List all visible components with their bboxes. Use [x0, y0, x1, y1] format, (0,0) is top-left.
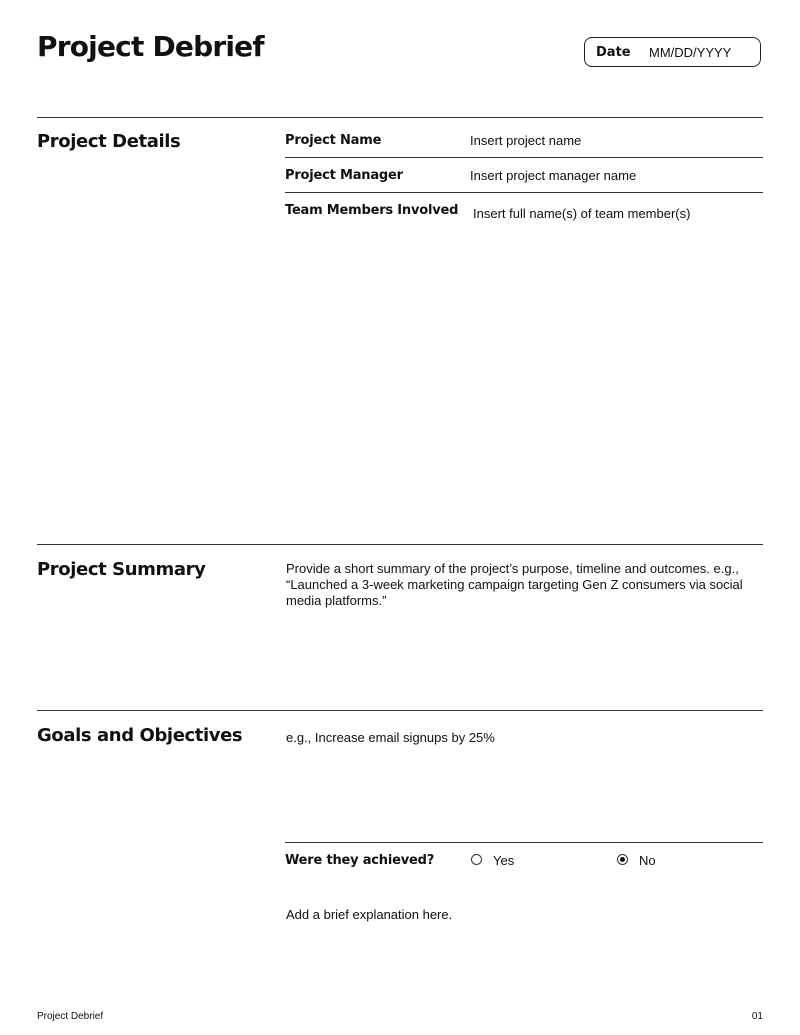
radio-option-yes[interactable] — [471, 853, 531, 869]
radio-checked-icon[interactable] — [617, 854, 628, 865]
radio-unchecked-icon[interactable] — [471, 854, 482, 865]
page-number: 01 — [751, 1011, 763, 1022]
date-field[interactable] — [584, 37, 761, 67]
radio-label-yes: Yes — [493, 853, 515, 868]
project-manager-field[interactable]: Insert project manager name — [470, 168, 637, 183]
goals-field[interactable]: e.g., Increase email signups by 25% — [286, 730, 495, 745]
section-heading-goals: Goals and Objectives — [37, 725, 243, 746]
divider — [37, 544, 763, 545]
radio-option-no[interactable] — [617, 853, 677, 869]
date-input[interactable]: MM/DD/YYYY — [649, 45, 732, 60]
explanation-field[interactable]: Add a brief explanation here. — [286, 907, 453, 922]
date-label: Date — [596, 45, 631, 60]
page-title: Project Debrief — [37, 30, 264, 63]
footer-title: Project Debrief — [37, 1011, 104, 1022]
section-heading-project-summary: Project Summary — [37, 559, 206, 580]
project-name-label: Project Name — [285, 133, 382, 148]
divider — [285, 157, 763, 158]
radio-selected-dot — [620, 857, 625, 862]
divider — [37, 710, 763, 711]
team-members-field[interactable]: Insert full name(s) of team member(s) — [473, 206, 691, 221]
divider — [285, 192, 763, 193]
project-summary-field[interactable]: Provide a short summary of the project’s purpose, timeline and outcomes. e.g., “Launched a 3-week marketing campaign targeting Gen Z consumers via social media platforms.” — [286, 561, 743, 608]
achieved-question-label: Were they achieved? — [285, 853, 435, 868]
team-members-label: Team Members Involved — [285, 203, 459, 218]
radio-label-no: No — [639, 853, 656, 868]
project-name-field[interactable]: Insert project name — [470, 133, 582, 148]
divider — [285, 842, 763, 843]
divider — [37, 117, 763, 118]
section-heading-project-details: Project Details — [37, 131, 181, 152]
project-manager-label: Project Manager — [285, 168, 403, 183]
